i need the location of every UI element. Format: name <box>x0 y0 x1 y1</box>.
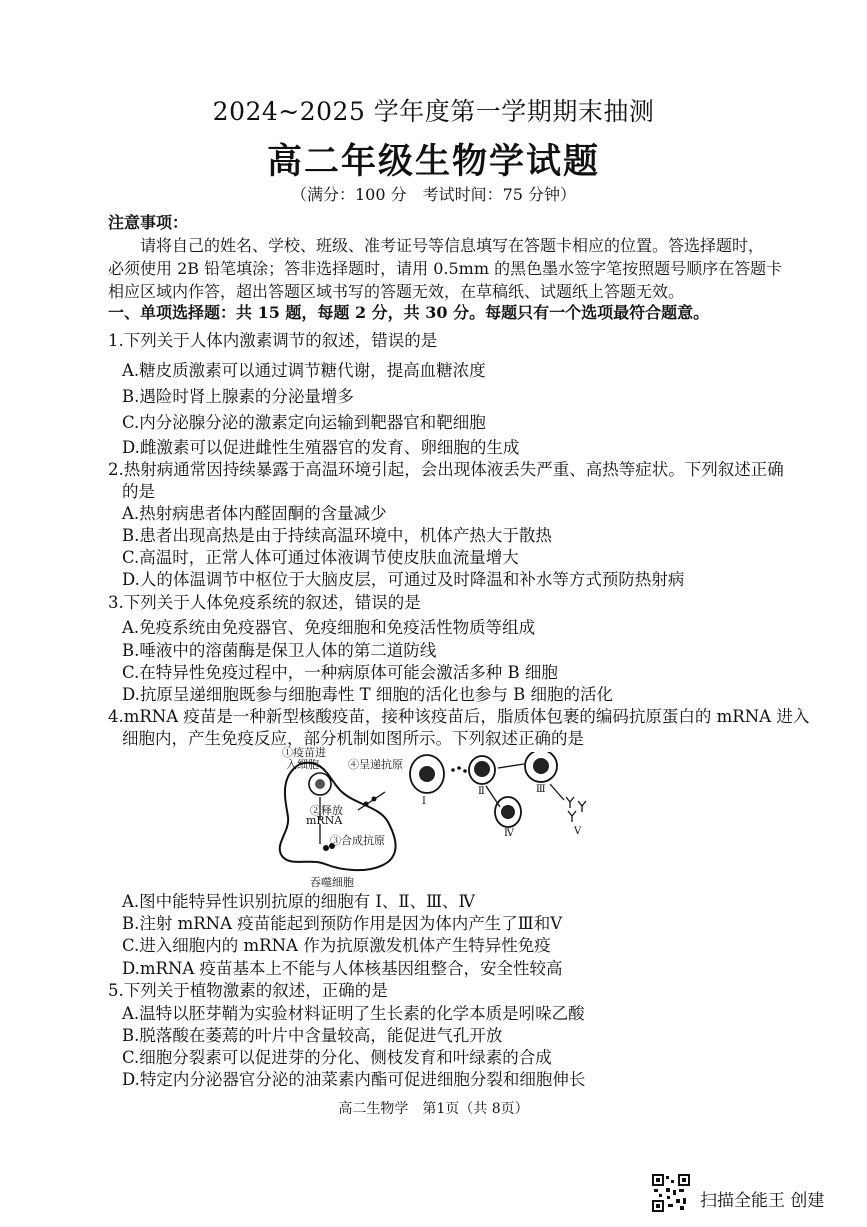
question-option: B.注射 mRNA 疫苗能起到预防作用是因为体内产生了Ⅲ和Ⅴ <box>122 914 563 933</box>
label-cell-1: Ⅰ <box>422 796 426 807</box>
arrow-line <box>550 784 564 800</box>
notice-line: 相应区域内作答，超出答题区域书写的答题无效，在草稿纸、试题纸上答题无效。 <box>108 282 685 301</box>
question-option: A.温特以胚芽鞘为实验材料证明了生长素的化学本质是吲哚乙酸 <box>122 1004 585 1023</box>
question-option: B.遇险时肾上腺素的分泌量增多 <box>122 387 354 406</box>
antibody-icon <box>578 801 586 812</box>
phagocyte-label: 吞噬细胞 <box>310 876 354 889</box>
label-antibody: Ⅴ <box>574 826 582 837</box>
question-stem: 5.下列关于植物激素的叙述，正确的是 <box>108 981 388 1000</box>
page-footer: 高二生物学 第1页（共 8页） <box>338 1101 529 1117</box>
question-stem: 3.下列关于人体免疫系统的叙述，错误的是 <box>108 593 421 612</box>
exam-header: 2024~2025 学年度第一学期期末抽测 <box>212 97 655 126</box>
question-option: B.唾液中的溶菌酶是保卫人体的第二道防线 <box>122 641 437 660</box>
antigen-dot <box>372 797 377 802</box>
question-option: A.热射病患者体内醛固酮的含量减少 <box>122 504 387 523</box>
cell-2-nucleus <box>474 761 490 777</box>
question-option: C.高温时，正常人体可通过体液调节使皮肤血流量增大 <box>122 548 519 567</box>
exam-title: 高二年级生物学试题 <box>266 141 600 182</box>
question-option: D.抗原呈递细胞既参与细胞毒性 T 细胞的活化也参与 B 细胞的活化 <box>122 685 613 704</box>
step-3-label: ③合成抗原 <box>330 834 385 847</box>
antigen-dot <box>364 802 369 807</box>
question-stem: 的是 <box>122 482 155 501</box>
step-4-label: ④呈递抗原 <box>348 758 403 771</box>
antigen-dot <box>323 845 329 851</box>
label-cell-2: Ⅱ <box>478 786 485 797</box>
question-stem: 2.热射病通常因持续暴露于高温环境引起，会出现体液丢失严重、高热等症状。下列叙述正确 <box>108 460 784 479</box>
question-option: D.雌激素可以促进雌性生殖器官的发育、卵细胞的生成 <box>122 438 520 457</box>
signal-dot <box>463 769 467 773</box>
question-option: A.糖皮质激素可以通过调节糖代谢，提高血糖浓度 <box>122 361 486 380</box>
notice-line: 请将自己的姓名、学校、班级、准考证号等信息填写在答题卡相应的位置。答选择题时， <box>140 236 765 255</box>
question-option: A.免疫系统由免疫器官、免疫细胞和免疫活性物质等组成 <box>122 618 536 637</box>
arrow-line <box>498 764 524 768</box>
question-option: C.进入细胞内的 mRNA 作为抗原激发机体产生特异性免疫 <box>122 936 551 955</box>
step-1-label-cont: 入细胞 <box>286 758 319 771</box>
question-option: A.图中能特异性识别抗原的细胞有 Ⅰ、Ⅱ、Ⅲ、Ⅳ <box>122 892 476 911</box>
question-option: B.脱落酸在萎蔫的叶片中含量较高，能促进气孔开放 <box>122 1026 503 1045</box>
question-stem: 1.下列关于人体内激素调节的叙述，错误的是 <box>108 331 438 350</box>
signal-dot <box>457 766 461 770</box>
label-cell-4: Ⅳ <box>504 828 514 839</box>
antibody-icon <box>568 811 576 822</box>
vaccine-core-icon <box>315 779 325 789</box>
cell-1-nucleus <box>419 766 435 782</box>
section-heading: 一、单项选择题：共 15 题，每题 2 分，共 30 分。每题只有一个选项最符合题意。 <box>108 303 710 322</box>
question-option: C.细胞分裂素可以促进芽的分化、侧枝发育和叶绿素的合成 <box>122 1048 552 1067</box>
qr-code-icon <box>652 1174 690 1212</box>
question-option: C.在特异性免疫过程中，一种病原体可能会激活多种 B 细胞 <box>122 663 558 682</box>
antibody-icon <box>566 797 574 808</box>
step-2-label-cont: mRNA <box>306 814 343 827</box>
question-option: C.内分泌腺分泌的激素定向运输到靶器官和靶细胞 <box>122 413 486 432</box>
signal-dot <box>451 768 455 772</box>
question-option: D.mRNA 疫苗基本上不能与人体核基因组整合，安全性较高 <box>122 959 563 978</box>
question-stem: 细胞内，产生免疫反应，部分机制如图所示。下列叙述正确的是 <box>122 729 584 748</box>
question-option: D.人的体温调节中枢位于大脑皮层，可通过及时降温和补水等方式预防热射病 <box>122 570 685 589</box>
notice-line: 必须使用 2B 铅笔填涂；答非选择题时，请用 0.5mm 的黑色墨水签字笔按照题号顺序在答题卡 <box>108 259 783 278</box>
question-option: B.患者出现高热是由于持续高温环境中，机体产热大于散热 <box>122 526 552 545</box>
immune-mechanism-diagram <box>270 746 600 892</box>
notice-heading: 注意事项： <box>108 213 189 232</box>
question-option: D.特定内分泌器官分泌的油菜素内酯可促进细胞分裂和细胞伸长 <box>122 1070 586 1089</box>
scanner-brand: 扫描全能王 创建 <box>700 1191 825 1211</box>
step-2-label: ②释放 <box>310 804 343 817</box>
step-1-label: ①疫苗进 <box>282 746 326 759</box>
cell-3-nucleus <box>533 758 549 774</box>
cell-4-nucleus <box>501 805 515 819</box>
label-cell-3: Ⅲ <box>536 784 546 795</box>
question-stem: 4.mRNA 疫苗是一种新型核酸疫苗，接种该疫苗后，脂质体包裹的编码抗原蛋白的 mRNA 进入 <box>108 707 810 726</box>
score-info: （满分：100 分 考试时间：75 分钟） <box>290 185 577 204</box>
